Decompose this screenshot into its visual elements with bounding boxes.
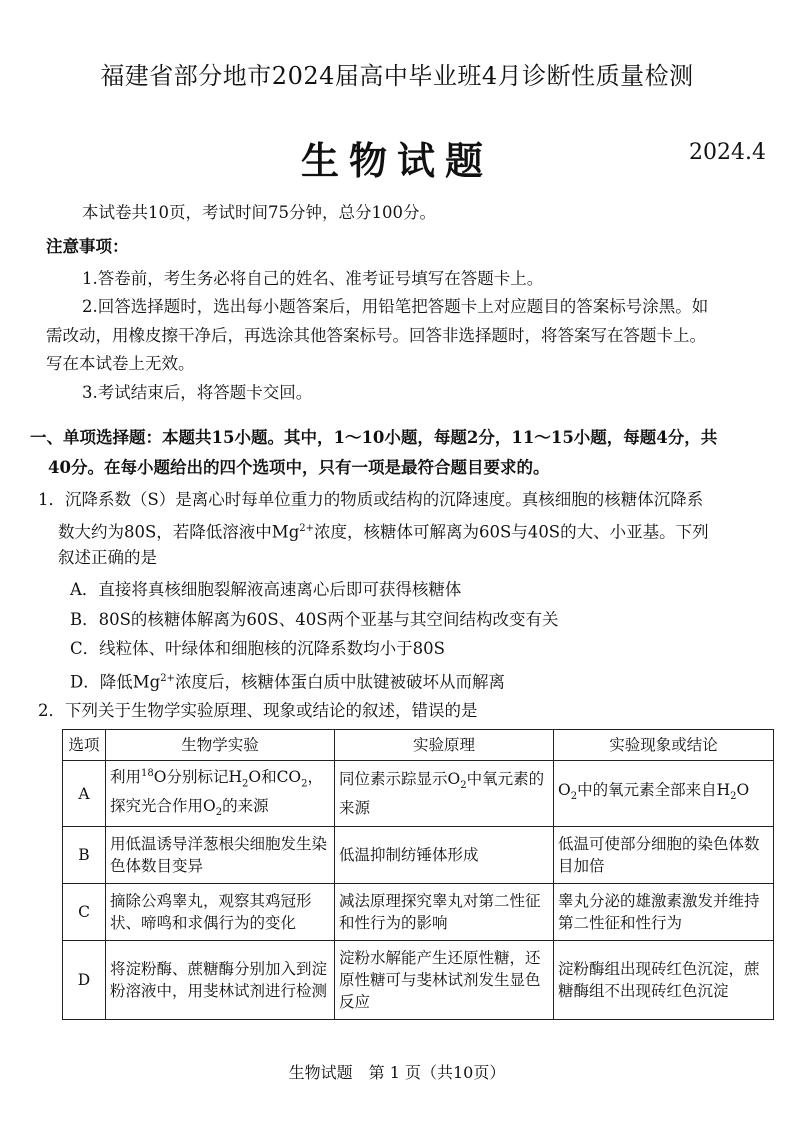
row-a-principle: 同位素示踪显示$O_2$中氧元素的来源 [335, 761, 554, 827]
table-header-option: 选项 [63, 730, 106, 761]
row-b-experiment: 用低温诱导洋葱根尖细胞发生染色体数目变异 [106, 827, 335, 884]
table-header-principle: 实验原理 [335, 730, 554, 761]
notice-item-3: 3.考试结束后，将答题卡交回。 [82, 383, 313, 402]
table-row [63, 941, 774, 1020]
row-c-principle: 减法原理探究睾丸对第二性征和性行为的影响 [335, 884, 554, 941]
row-d-experiment: 将淀粉酶、蔗糖酶分别加入到淀粉溶液中，用斐林试剂进行检测 [106, 941, 335, 1020]
question-1-option-a: A．直接将真核细胞裂解液高速离心后即可获得核糖体 [70, 580, 462, 599]
question-1-stem-line-3: 叙述正确的是 [58, 548, 157, 567]
table-header-result: 实验现象或结论 [554, 730, 774, 761]
question-1-option-b: B．80S的核糖体解离为60S、40S两个亚基与其空间结构改变有关 [70, 610, 559, 629]
table-header-experiment: 生物学实验 [106, 730, 335, 761]
row-label-b: B [63, 827, 106, 884]
row-c-experiment: 摘除公鸡睾丸，观察其鸡冠形状、啼鸣和求偶行为的变化 [106, 884, 335, 941]
intro-text: 本试卷共10页，考试时间75分钟，总分100分。 [82, 203, 436, 222]
row-a-result: $O_2$中的氧元素全部来自$H_2O$ [554, 761, 774, 827]
question-1-stem-line-2: 数大约为80S，若降低溶液中$Mg^{2+}$浓度，核糖体可解离为60S与40S的大、小亚基。下列 [58, 522, 709, 542]
row-b-result: 低温可使部分细胞的染色体数目加倍 [554, 827, 774, 884]
notice-item-1: 1.答卷前，考生务必将自己的姓名、准考证号填写在答题卡上。 [82, 269, 544, 288]
row-label-c: C [63, 884, 106, 941]
section-1-instructions-line-1: 一、单项选择题：本题共15小题。其中，1～10小题，每题2分，11～15小题，每题4分，共 [30, 428, 718, 447]
notice-item-2-line-2: 需改动，用橡皮擦干净后，再选涂其他答案标号。回答非选择题时，将答案写在答题卡上。 [46, 326, 706, 345]
row-label-d: D [63, 941, 106, 1020]
notice-item-2-line-3: 写在本试卷上无效。 [46, 354, 195, 373]
experiment-table [62, 729, 774, 1020]
row-d-principle: 淀粉水解能产生还原性糖，还原性糖可与斐林试剂发生显色反应 [335, 941, 554, 1020]
row-a-experiment: 利用$^{18}$O分别标记$H_2O$和$CO_2$，探究光合作用$O_2$的来源 [106, 761, 335, 827]
row-label-a: A [63, 761, 106, 827]
notice-heading: 注意事项： [46, 237, 129, 256]
table-row [63, 827, 774, 884]
table-header-row [63, 730, 774, 761]
page-footer: 生物试题 第 1 页（共10页） [288, 1063, 506, 1082]
question-1-option-d: D．降低$Mg^{2+}$浓度后，核糖体蛋白质中肽键被破坏从而解离 [70, 672, 505, 692]
question-2-stem: 2．下列关于生物学实验原理、现象或结论的叙述，错误的是 [38, 701, 478, 720]
section-1-instructions-line-2: 40分。在每小题给出的四个选项中，只有一项是最符合题目要求的。 [48, 458, 550, 477]
table-row [63, 761, 774, 827]
question-1-option-c: C．线粒体、叶绿体和细胞核的沉降系数均小于80S [70, 639, 445, 658]
exam-name: 福建省部分地市2024届高中毕业班4月诊断性质量检测 [100, 62, 694, 90]
question-1-stem-line-1: 1．沉降系数（S）是离心时每单位重力的物质或结构的沉降速度。真核细胞的核糖体沉降系 [38, 490, 704, 509]
row-c-result: 睾丸分泌的雄激素激发并维持第二性征和性行为 [554, 884, 774, 941]
notice-item-2-line-1: 2.回答选择题时，选出每小题答案后，用铅笔把答题卡上对应题目的答案标号涂黑。如 [82, 297, 709, 316]
subject-title: 生物试题 [300, 138, 493, 183]
exam-date: 2024.4 [689, 140, 766, 165]
row-d-result: 淀粉酶组出现砖红色沉淀，蔗糖酶组不出现砖红色沉淀 [554, 941, 774, 1020]
table-row [63, 884, 774, 941]
row-b-principle: 低温抑制纺锤体形成 [335, 827, 554, 884]
